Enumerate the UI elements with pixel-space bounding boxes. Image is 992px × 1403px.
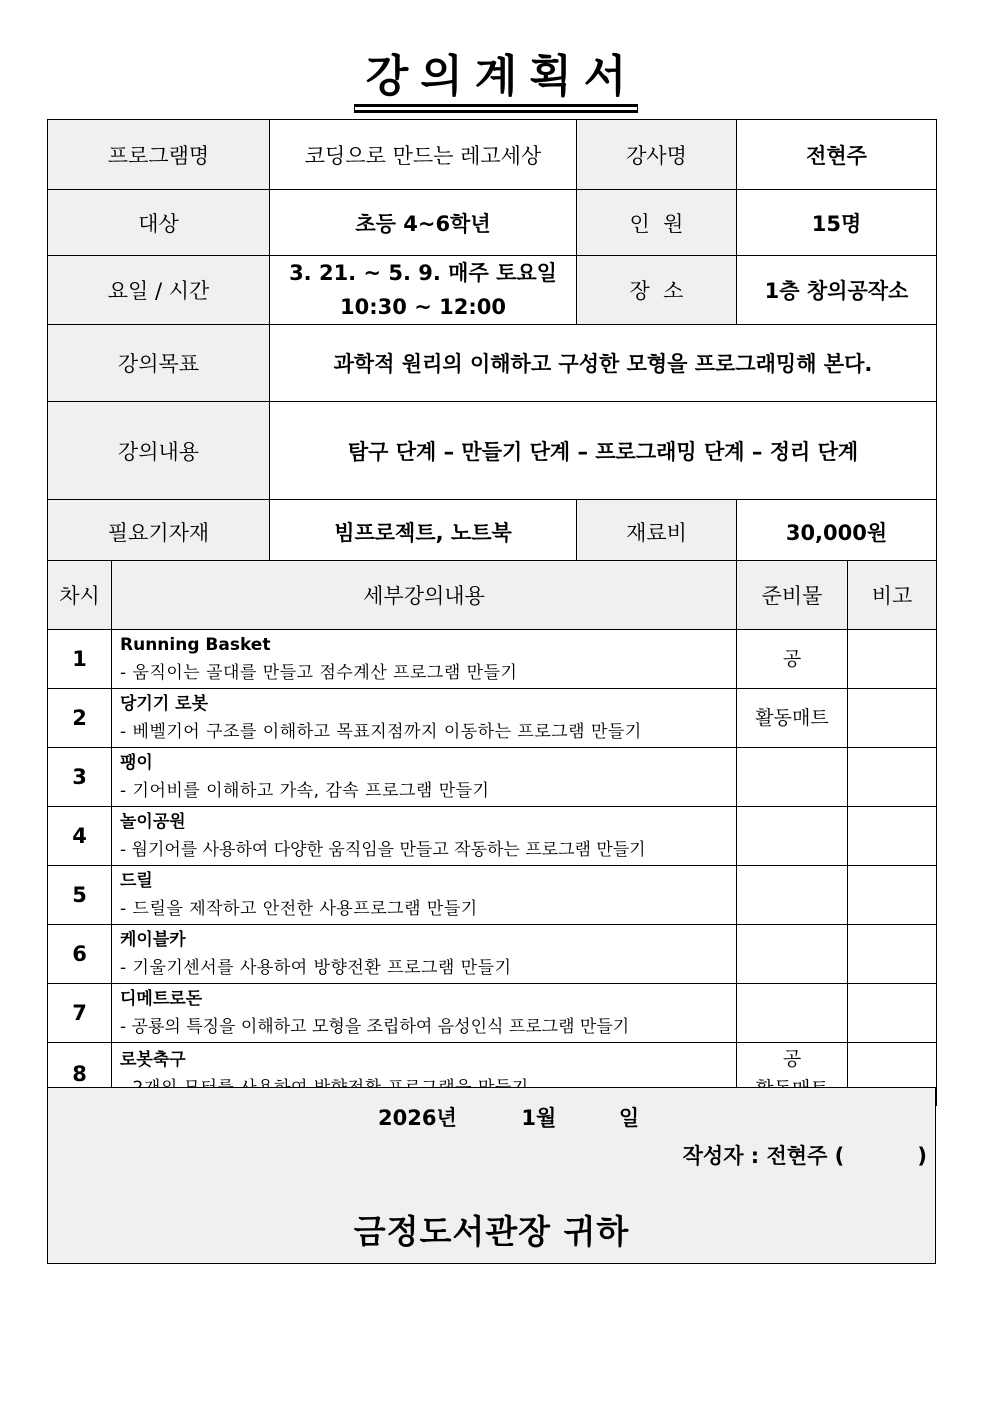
session-number: 3 [48, 748, 112, 807]
session-detail [112, 925, 737, 984]
session-title: Running Basket [120, 635, 271, 655]
headcount-value: 15명 [737, 190, 937, 256]
table-row [48, 630, 937, 689]
table-row [48, 925, 937, 984]
header-note: 비고 [848, 561, 937, 630]
table-row [48, 748, 937, 807]
header-detail: 세부강의내용 [112, 561, 737, 630]
date-month: 1월 [521, 1106, 557, 1130]
table-row [48, 984, 937, 1043]
session-detail [112, 866, 737, 925]
prep-ball: 공 [782, 1048, 802, 1070]
schedule-dates: 3. 21. ~ 5. 9. 매주 토요일 [289, 261, 557, 285]
fee-value: 30,000원 [737, 500, 937, 565]
goal-label: 강의목표 [48, 325, 270, 402]
target-label: 대상 [48, 190, 270, 256]
schedule-table [47, 560, 937, 1106]
materials-value: 빔프로젝트, 노트북 [270, 500, 577, 565]
session-number: 5 [48, 866, 112, 925]
session-number: 8 [48, 1043, 112, 1106]
session-description: - 기어비를 이해하고 가속, 감속 프로그램 만들기 [120, 781, 490, 801]
session-title: 팽이 [120, 753, 153, 773]
session-description: - 공룡의 특징을 이해하고 모형을 조립하여 음성인식 프로그램 만들기 [120, 1017, 630, 1037]
session-title: 디메트로돈 [120, 989, 203, 1009]
session-title: 당기기 로봇 [120, 694, 209, 714]
session-note [848, 748, 937, 807]
signature-section [47, 1087, 936, 1264]
session-title: 드릴 [120, 871, 153, 891]
header-prep: 준비물 [737, 561, 848, 630]
writer-line: 작성자 : 전현주 ( ) [682, 1144, 927, 1168]
session-description: - 웜기어를 사용하여 다양한 움직임을 만들고 작동하는 프로그램 만들기 [120, 840, 646, 860]
session-description: - 드릴을 제작하고 안전한 사용프로그램 만들기 [120, 899, 478, 919]
session-description: - 베벨기어 구조를 이해하고 목표지점까지 이동하는 프로그램 만들기 [120, 722, 642, 742]
target-value: 초등 4~6학년 [270, 190, 577, 256]
session-note [848, 689, 937, 748]
goal-value: 과학적 원리의 이해하고 구성한 모형을 프로그래밍해 본다. [270, 325, 937, 402]
session-number: 2 [48, 689, 112, 748]
info-table [47, 119, 937, 565]
fee-label: 재료비 [577, 500, 737, 565]
headcount-label: 인 원 [577, 190, 737, 256]
session-number: 4 [48, 807, 112, 866]
date-year: 2026년 [378, 1106, 457, 1130]
instructor-value: 전현주 [737, 120, 937, 190]
session-note [848, 807, 937, 866]
session-detail [112, 748, 737, 807]
header-session: 차시 [48, 561, 112, 630]
date-line [378, 1102, 639, 1132]
schedule-time: 10:30 ~ 12:00 [340, 295, 506, 319]
place-label: 장 소 [577, 256, 737, 325]
addressee: 금정도서관장 귀하 [353, 1212, 630, 1251]
session-note [848, 866, 937, 925]
session-number: 7 [48, 984, 112, 1043]
place-value: 1층 창의공작소 [737, 256, 937, 325]
session-note [848, 984, 937, 1043]
session-detail [112, 984, 737, 1043]
session-description: - 움직이는 골대를 만들고 점수계산 프로그램 만들기 [120, 663, 518, 683]
session-number: 6 [48, 925, 112, 984]
session-title: 놀이공원 [120, 812, 186, 832]
schedule-value [270, 256, 577, 325]
materials-label: 필요기자재 [48, 500, 270, 565]
session-detail [112, 689, 737, 748]
session-note [848, 630, 937, 689]
session-description: - 기울기센서를 사용하여 방향전환 프로그램 만들기 [120, 958, 512, 978]
document-title: 강의계획서 [0, 40, 992, 104]
session-note [848, 925, 937, 984]
table-row [48, 866, 937, 925]
session-title: 로봇축구 [120, 1050, 186, 1070]
program-label: 프로그램명 [48, 120, 270, 190]
session-prep [737, 925, 848, 984]
session-title: 케이블카 [120, 930, 186, 950]
session-detail [112, 807, 737, 866]
date-day: 일 [618, 1106, 640, 1130]
session-prep: 활동매트 [737, 689, 848, 748]
session-prep [737, 984, 848, 1043]
table-row [48, 807, 937, 866]
session-detail [112, 630, 737, 689]
schedule-header-row [48, 561, 937, 630]
program-value: 코딩으로 만드는 레고세상 [270, 120, 577, 190]
instructor-label: 강사명 [577, 120, 737, 190]
session-prep [737, 866, 848, 925]
session-prep [737, 807, 848, 866]
session-prep [737, 748, 848, 807]
content-label: 강의내용 [48, 402, 270, 500]
content-value: 탐구 단계 – 만들기 단계 – 프로그래밍 단계 – 정리 단계 [270, 402, 937, 500]
table-row [48, 689, 937, 748]
session-prep: 공 [737, 630, 848, 689]
schedule-label: 요일 / 시간 [48, 256, 270, 325]
session-number: 1 [48, 630, 112, 689]
